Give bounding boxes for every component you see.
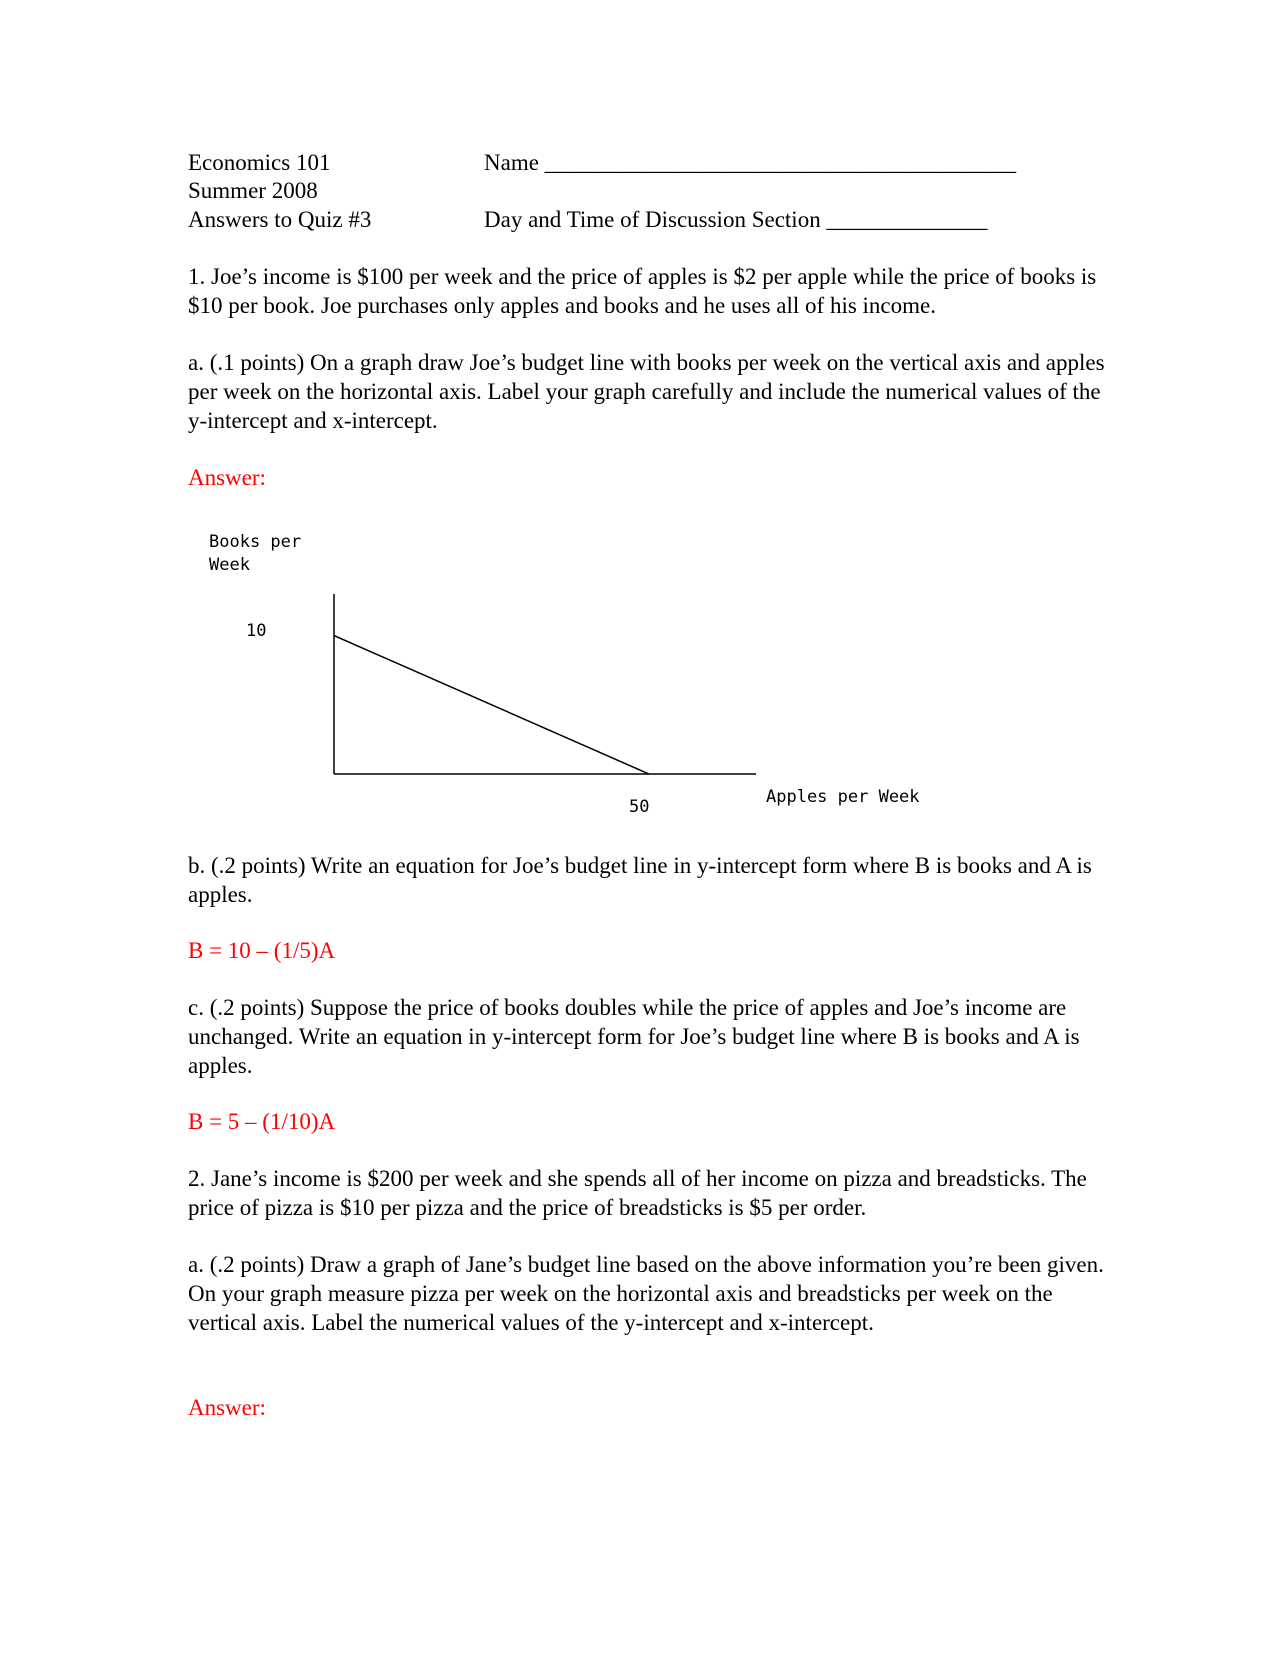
q1b-prompt: b. (.2 points) Write an equation for Joe’s budget line in y-intercept form where B is books and A is apples. xyxy=(188,853,1092,907)
section-field-row xyxy=(484,206,987,235)
y-axis-label-line1: Books per xyxy=(209,532,302,552)
q1c-prompt: c. (.2 points) Suppose the price of books doubles while the price of apples and Joe’s income are unchanged. Write an equation in y-intercept form for Joe’s budget line where B is books and A is apples. xyxy=(188,995,1080,1078)
x-axis-label: Apples per Week xyxy=(766,787,920,807)
y-axis-label-line2: Week xyxy=(209,555,250,575)
q1-prompt: 1. Joe’s income is $100 per week and the price of apples is $2 per apple while the price of books is $10 per book. Joe purchases only apples and books and he uses all of his income. xyxy=(188,264,1097,318)
name-blank: _________________________________________ xyxy=(544,150,1017,175)
q1b-answer: B = 10 – (1/5)A xyxy=(188,938,336,963)
name-label: Name xyxy=(484,150,539,175)
section-blank: ______________ xyxy=(826,207,988,232)
name-field-row xyxy=(484,149,1016,178)
term: Summer 2008 xyxy=(188,178,318,203)
q2a-prompt: a. (.2 points) Draw a graph of Jane’s budget line based on the above information you’re been given. On your graph measure pizza per week on the horizontal axis and breadsticks per week on the vertical axis. Label the numerical values of the y-intercept and x-intercept. xyxy=(188,1252,1104,1335)
y-intercept-label: 10 xyxy=(246,621,267,641)
section-label: Day and Time of Discussion Section xyxy=(484,207,821,232)
q1c-answer: B = 5 – (1/10)A xyxy=(188,1109,336,1134)
budget-line-series-0 xyxy=(334,636,649,774)
q1a-prompt: a. (.1 points) On a graph draw Joe’s budget line with books per week on the vertical axis and apples per week on the horizontal axis. Label your graph carefully and include the numerical values of the y-intercept and x-intercept. xyxy=(188,350,1105,433)
q2-prompt: 2. Jane’s income is $200 per week and she spends all of her income on pizza and breadsticks. The price of pizza is $10 per pizza and the price of breadsticks is $5 per order. xyxy=(188,1166,1087,1220)
q2a-answer-label: Answer: xyxy=(188,1395,266,1420)
x-intercept-label: 50 xyxy=(629,797,650,817)
course-name: Economics 101 xyxy=(188,150,331,175)
quiz-title: Answers to Quiz #3 xyxy=(188,207,372,232)
q1a-answer-label: Answer: xyxy=(188,465,266,490)
